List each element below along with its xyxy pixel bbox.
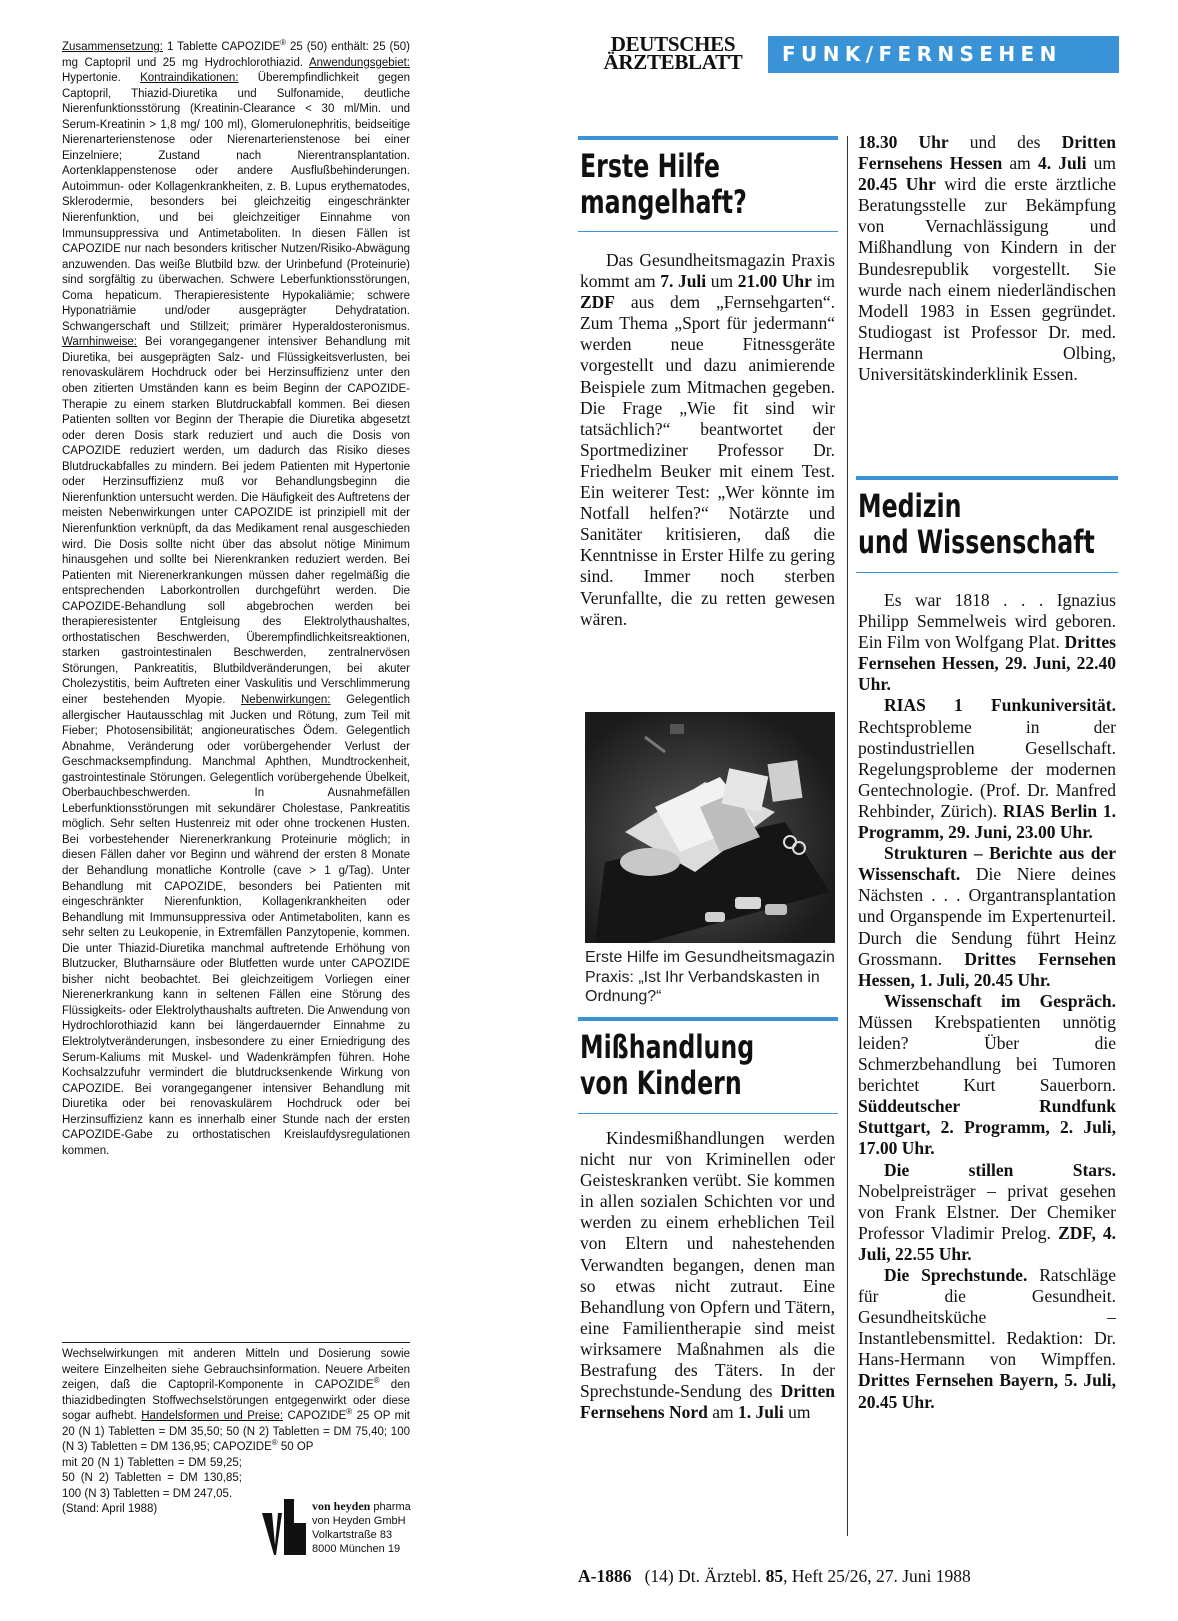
section-banner [768, 36, 1119, 73]
headline-rule [578, 231, 838, 232]
headline-rule [578, 1113, 838, 1114]
ad-main-text: Zusammensetzung: 1 Tablette CAPOZIDE® 25 (50) enthält: 25 (50) mg Captopril und 25 mg Hydrochlorothiazid. Anwendungsgebiet: Hypertonie. Kontraindikationen: Überempfindlichkeit gegen Captopril, Thiazid-Diuretika und Sulfonamide, deutliche Nierenfunktionsstörung (Kreatinin-Clearance < 30 ml/Min. und Serum-Kreatinin > 1,8 mg/ 100 ml), Glomerulonephritis, beidseitige Nierenarterienstenose oder Nierenarterienstenose bei einer Einzelniere; Zustand nach Nierentransplantation. Aortenklappenstenose oder andere Ausflußbehinderungen. Autoimmun- oder Kollagenkrankheiten, z. B. Lupus erythematodes, Sklerodermie, besonders bei gleichzeitig eingeschränkter Nierenfunktion, und bei gleichzeitiger Einnahme von Immunsuppressiva und Antimetaboliten. In diesen Fällen ist CAPOZIDE nur nach besonders kritischer Nutzen/Risiko-Abwägung anzuwenden. Das weiße Blutbild bzw. der Urinbefund (Proteinurie) sind sorgfältig zu überwachen. Schwere Leberfunktionsstörungen, Coma hepaticum. Therapieresistente Hypokaliämie; schwere Hyponatriämie und/oder ausgeprägter Dehydratation. Schwangerschaft und Stillzeit; primärer Hyperaldosteronismus. Warnhinweise: Bei vorangegangener intensiver Behandlung mit Diuretika, bei ausgeprägten Salz- und Flüssigkeitsverlusten, bei renovaskulärem Hochdruck oder bei Herzinsuffizienz unter den oben zitierten Umständen kann es beim Beginn der CAPOZIDE-Therapie zu einem starken Blutdruckabfall kommen. Bei diesen Patienten sollten vor Beginn der Therapie die Diuretika abgesetzt oder deren Dosis stark reduziert und auch die Dosis von CAPOZIDE reduziert werden, um dadurch das Risiko dieses Blutdruckabfalles zu mindern. Bei jedem Patienten mit Hypertonie oder Herzinsuffizienz muß vor Behandlungsbeginn die Nierenfunktion untersucht werden. Die Häufigkeit des Auftretens der meisten Nebenwirkungen unter CAPOZIDE ist prinzipiell mit der Nierenfunktion verknüpft, da das Medikament renal ausgeschieden wird. Die Dosis sollte nicht über das absolut nötige Minimum hinausgehen und sollte bei Nierenkranken reduziert werden. Bei Patienten mit Nierenerkrankungen müssen daher regelmäßig die entsprechenden Laborkontrollen durchgeführt werden. Die CAPOZIDE-Behandlung soll abgebrochen werden bei therapieresistenter Entgleisung des Elektrolythaushaltes, orthostatischen Beschwerden, Überempfindlichkeitsreaktionen, starken gastrointestinalen Beschwerden, zentralnervösen Störungen, Pankreatitis, Blutbildveränderungen, bei akuter Cholezystitis, beim Auftreten einer Vaskulitis und Verschlimmerung einer bestehenden Myopie. Nebenwirkungen: Gelegentlich allergischer Hautausschlag mit Jucken und Rötung, zum Teil mit Fieber; Photosensibilität; angioneuratisches Ödem. Gelegentlich Abnahme, Veränderung oder vorübergehender Verlust der Geschmacksempfindung. Manchmal Aphthen, Mundtrockenheit, gastrointestinale Störungen. Gelegentlich vorübergehende Übelkeit, Oberbauchbeschwerden. In Ausnahmefällen Leberfunktionsstörungen mit sekundärer Cholestase, Pankreatitis möglich. Sehr selten Hustenreiz mit oder ohne trockenen Husten. Bei vorbestehender Nierenerkrankung Proteinurie möglich; in diesen Fällen daher vor Beginn und während der ersten 8 Monate der Behandlung monatliche Kontrolle (cave > 1 g/Tag). Unter Behandlung mit CAPOZIDE, besonders bei Patienten mit eingeschränkter Nierenfunktion, Kollagenkrankheiten oder Behandlung mit Immunsuppressiva oder Antimetaboliten, kann es sehr selten zu Leukopenie, in Extremfällen Panzytopenie, kommen. Die unter Thiazid-Diuretika manchmal auftretende Erhöhung von Blutzucker, Blutharnsäure oder Blutfetten wurde unter CAPOZIDE bisher nicht beobachtet. Bei gleichzeitigem Vorliegen einer Nierenerkrankung kann in seltenen Fällen eine Störung des Flüssigkeits- oder Elektrolythaushalts auftreten. Die Anwendung von Hydrochlorothiazid kann bei längerdauernder Einnahme zu Elektrolytveränderungen, insbesondere zu einer Erniedrigung des Serum-Kaliums mit Muskel- und Wadenkrämpfen führen. Hohe Kochsalzzufuhr vermindert die blutdrucksenkende Wirkung von CAPOZIDE. Bei vorangegangener intensiver Behandlung mit Diuretika oder bei renovaskulärem Hochdruck oder bei Herzinsuffizienz kann es innerhalb einer Stunde nach der ersten CAPOZIDE-Gabe zu orthostatischen Kreislaufdysregulationen kommen. [62, 38, 411, 1157]
masthead-logo-line1: DEUTSCHES [610, 32, 736, 56]
article-body-misshandlung-continued: 18.30 Uhr und des Dritten Fernsehens Hessen am 4. Juli um 20.45 Uhr wird die erste ärztliche Beratungsstelle zur Bekämpfung von Vernachlässigung und Mißhandlung von Kindern in der Bundesrepublik vorgestellt. Sie wurde nach einem niederländischen Modell 1983 in Essen gegründet. Studiogast ist Professor Dr. med. Hermann Olbing, Universitätskinderklinik Essen. [858, 132, 1117, 385]
column-divider [847, 136, 848, 1536]
masthead-logo-line2: ÄRZTEBLATT [603, 50, 743, 74]
citation-pre: (14) Dt. Ärztebl. [644, 1566, 762, 1586]
company-name: von Heyden GmbH [312, 1515, 406, 1527]
page-footer [578, 1566, 1098, 1587]
ad-interactions-prices: Wechselwirkungen mit anderen Mitteln und Dosierung sowie weitere Einzelheiten siehe Gebrauchsinformation. Neuere Arbeiten zeigen, daß die Captopril-Komponente in CAPOZIDE® den thiazidbedingten Stoffwechselstörungen entgegenwirkt oder diese sogar aufhebt. Handelsformen und Preise: CAPOZIDE® 25 OP mit 20 (N 1) Tabletten = DM 35,50; 50 (N 2) Tabletten = DM 75,40; 100 (N 3) Tabletten = DM 136,95; CAPOZIDE® 50 OP [62, 1348, 410, 1454]
von-heyden-logo-icon [262, 1499, 306, 1555]
ad-price-lines: mit 20 (N 1) Tabletten = DM 59,25; 50 (N 2) Tabletten = DM 130,85; 100 (N 3) Tabletten = DM 247,05. (Stand: April 1988) [62, 1456, 242, 1516]
company-brand: von heyden [312, 1499, 371, 1513]
headline-line: Medizin [858, 487, 962, 525]
masthead-logo [588, 32, 758, 74]
first-aid-kit-photo [585, 712, 835, 943]
headline-bar [856, 476, 1118, 480]
section-title: FUNK/FERNSEHEN [782, 42, 1062, 66]
article-body-erste-hilfe: Das Gesundheitsmagazin Praxis kommt am 7. Juli um 21.00 Uhr im ZDF aus dem „Fernsehgarten“. Zum Thema „Sport für jedermann“ werden neue Fitnessgeräte vorgestellt und dazu animierende Beispiele zum Mitmachen gegeben. Die Frage „Wie fit sind wir tatsächlich?“ beantwortet der Sportmediziner Professor Dr. Friedhelm Beuker mit einem Test. Ein weiterer Test: „Wer könnte im Notfall helfen?“ Notärzte und Sanitäter kritisieren, daß die Kenntnisse in Erster Hilfe zu gering sind. Immer noch sterben Verunfallte, die zu retten gewesen wären. [580, 250, 835, 629]
article-body-medizin: Es war 1818 . . . Ignazius Philipp Semmelweis wird geboren. Ein Film von Wolfgang Plat. Drittes Fernsehen Hessen, 29. Juni, 22.40 Uhr. RIAS 1 Funkuniversität. Rechtsprobleme in der postindustriellen Gesellschaft. Regelungsprobleme der modernen Gentechnologie. (Prof. Dr. Manfred Rehbinder, Zürich). RIAS Berlin 1. Programm, 29. Juni, 23.00 Uhr. Strukturen – Berichte aus der Wissenschaft. Die Niere deines Nächsten . . . Organtransplantation und Organspende im Expertenurteil. Durch die Sendung führt Heinz Grossmann. Drittes Fernsehen Hessen, 1. Juli, 20.45 Uhr. Wissenschaft im Gespräch. Müssen Krebspatienten unnötig leiden? Über die Schmerzbehandlung bei Tumoren berichtet Kurt Sauerborn. Süddeutscher Rundfunk Stuttgart, 2. Programm, 2. Juli, 17.00 Uhr. Die stillen Stars. Nobelpreisträger – privat gesehen von Frank Elstner. Der Chemiker Professor Vladimir Prelog. ZDF, 4. Juli, 22.55 Uhr. Die Sprechstunde. Ratschläge für die Gesundheit. Gesundheitsküche – Instantlebensmittel. Redaktion: Dr. Hans-Hermann von Wimpffen. Drittes Fernsehen Bayern, 5. Juli, 20.45 Uhr. [858, 590, 1116, 1412]
company-street: Volkartstraße 83 [312, 1529, 393, 1541]
photo-caption: Erste Hilfe im Gesundheitsmagazin Praxis: „Ist Ihr Verbandskasten in Ordnung?“ [585, 949, 835, 1005]
headline-line: mangelhaft? [580, 183, 747, 221]
headline-rule [856, 572, 1118, 573]
headline-bar [578, 1017, 838, 1021]
headline-erste-hilfe [580, 148, 747, 220]
ad-prescribing-info [62, 40, 410, 1159]
headline-line: von Kindern [580, 1064, 742, 1102]
ad-bottom-block [62, 1347, 410, 1518]
headline-misshandlung [580, 1029, 754, 1101]
citation-post: , Heft 25/26, 27. Juni 1988 [783, 1566, 971, 1586]
citation-volume: 85 [765, 1566, 784, 1586]
article-body-misshandlung: Kindesmißhandlungen werden nicht nur von Kriminellen oder Geisteskranken verübt. Sie kommen in allen sozialen Schichten vor und werden zu einem erheblichen Teil von Eltern und nahestehenden Verwandten begangen, denen man so etwas nicht zutraut. Eine Behandlung von Opfern und Tätern, eine Familientherapie sind meist wirksamere Maßnahmen als die Bestrafung des Täters. In der Sprechstunde-Sendung des Dritten Fernsehens Nord am 1. Juli um [580, 1128, 835, 1423]
page-number: A-1886 [578, 1566, 632, 1586]
company-city: 8000 München 19 [312, 1543, 401, 1555]
ad-divider [62, 1342, 410, 1343]
headline-medizin [858, 488, 1095, 560]
headline-line: Mißhandlung [580, 1028, 755, 1066]
headline-line: Erste Hilfe [580, 147, 720, 185]
company-brand-suffix: pharma [373, 1501, 411, 1513]
headline-bar [578, 136, 838, 140]
company-address [312, 1499, 422, 1556]
first-aid-kit-illustration [585, 712, 835, 943]
headline-line: und Wissenschaft [858, 523, 1095, 561]
